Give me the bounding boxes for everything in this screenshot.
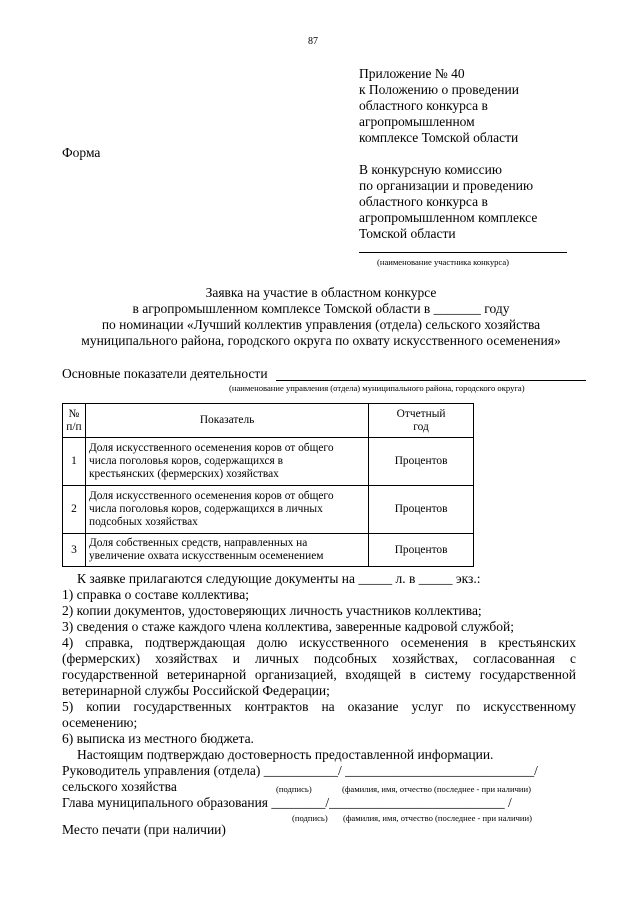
- title-line: муниципального района, городского округа по охвату искусственного осеменения»: [81, 333, 561, 348]
- table-header-row: [63, 404, 474, 438]
- document-item-2: 2) копии документов, удостоверяющих личность участников коллектива;: [62, 603, 482, 618]
- addressee-block: [359, 162, 537, 242]
- appendix-block: [359, 66, 519, 146]
- row-number: 3: [63, 534, 86, 567]
- addressee-line: агропромышленном комплексе: [359, 210, 538, 225]
- addressee-line: областного конкурса в: [359, 194, 488, 209]
- department-name-line: [276, 380, 586, 381]
- row-indicator: Доля искусственного осеменения коров от общего числа поголовья коров, содержащихся в крестьянских (фермерских) хозяйствах: [85, 438, 368, 486]
- document-item-5-end: осеменению;: [62, 715, 138, 730]
- chief-signature-caption: (подпись): [292, 813, 328, 823]
- stamp-place: Место печати (при наличии): [62, 822, 226, 837]
- addressee-line: Томской области: [359, 226, 456, 241]
- title-line: по номинации «Лучший коллектив управления (отдела) сельского хозяйства: [101, 317, 541, 332]
- row-indicator: Доля собственных средств, направленных на увеличение охвата искусственным осеменением: [85, 534, 368, 567]
- chief-signature-line: Глава муниципального образования ________/__________________________ /: [62, 795, 512, 810]
- table-row: [63, 534, 474, 567]
- row-unit: Процентов: [369, 534, 474, 567]
- appendix-line: к Положению о проведении: [359, 82, 519, 97]
- page-number: 87: [308, 36, 318, 47]
- title-line: Заявка на участие в областном конкурсе: [205, 285, 437, 300]
- header-num: № п/п: [63, 404, 86, 438]
- row-number: 1: [63, 438, 86, 486]
- department-caption: (наименование управления (отдела) муниципального района, городского округа): [229, 383, 525, 393]
- addressee-line: В конкурсную комиссию: [359, 162, 502, 177]
- title-line: в агропромышленном комплексе Томской области в _______ году: [132, 301, 510, 316]
- participant-caption: (наименование участника конкурса): [377, 257, 510, 267]
- head-name-caption: (фамилия, имя, отчество (последнее - при наличии): [342, 784, 531, 794]
- document-item-6: 6) выписка из местного бюджета.: [62, 731, 254, 746]
- table-row: [63, 438, 474, 486]
- header-indicator: Показатель: [85, 404, 368, 438]
- head-signature-line: Руководитель управления (отдела) ___________/ ____________________________/: [62, 763, 538, 778]
- appendix-line: областного конкурса в: [359, 98, 488, 113]
- chief-name-caption: (фамилия, имя, отчество (последнее - при наличии): [343, 813, 532, 823]
- participant-name-line: [359, 252, 567, 253]
- document-item-5: 5) копии государственных контрактов на оказание услуг по искусственному: [62, 699, 576, 714]
- indicators-table: [62, 403, 474, 567]
- table-row: [63, 486, 474, 534]
- document-item-4-end: ветеринарной службы Российской Федерации;: [62, 683, 330, 698]
- appendix-line: комплексе Томской области: [359, 130, 519, 145]
- row-unit: Процентов: [369, 486, 474, 534]
- appendix-line: Приложение № 40: [359, 66, 465, 81]
- document-item-4: 4) справка, подтверждающая долю искусственного осеменения в крестьянских (фермерских) хозяйствах и личных подсобных хозяйствах, согласованная с государственной ветеринарной организацией, входящей в систему государственной: [62, 635, 576, 682]
- form-label: Форма: [62, 145, 101, 160]
- row-number: 2: [63, 486, 86, 534]
- head-title-continued: сельского хозяйства: [62, 779, 177, 794]
- appendix-line: агропромышленном: [359, 114, 475, 129]
- confirmation-text: Настоящим подтверждаю достоверность предоставленной информации.: [77, 747, 494, 762]
- head-signature-caption: (подпись): [276, 784, 312, 794]
- addressee-line: по организации и проведению: [359, 178, 534, 193]
- row-unit: Процентов: [369, 438, 474, 486]
- row-indicator: Доля искусственного осеменения коров от общего числа поголовья коров, содержащихся в личных подсобных хозяйствах: [85, 486, 368, 534]
- application-title: [40, 285, 602, 349]
- document-item-1: 1) справка о составе коллектива;: [62, 587, 249, 602]
- documents-intro: К заявке прилагаются следующие документы на _____ л. в _____ экз.:: [77, 571, 481, 586]
- header-period: Отчетный год: [369, 404, 474, 438]
- document-item-3: 3) сведения о стаже каждого члена коллектива, заверенные кадровой службой;: [62, 619, 515, 634]
- indicators-label: Основные показатели деятельности: [62, 366, 268, 381]
